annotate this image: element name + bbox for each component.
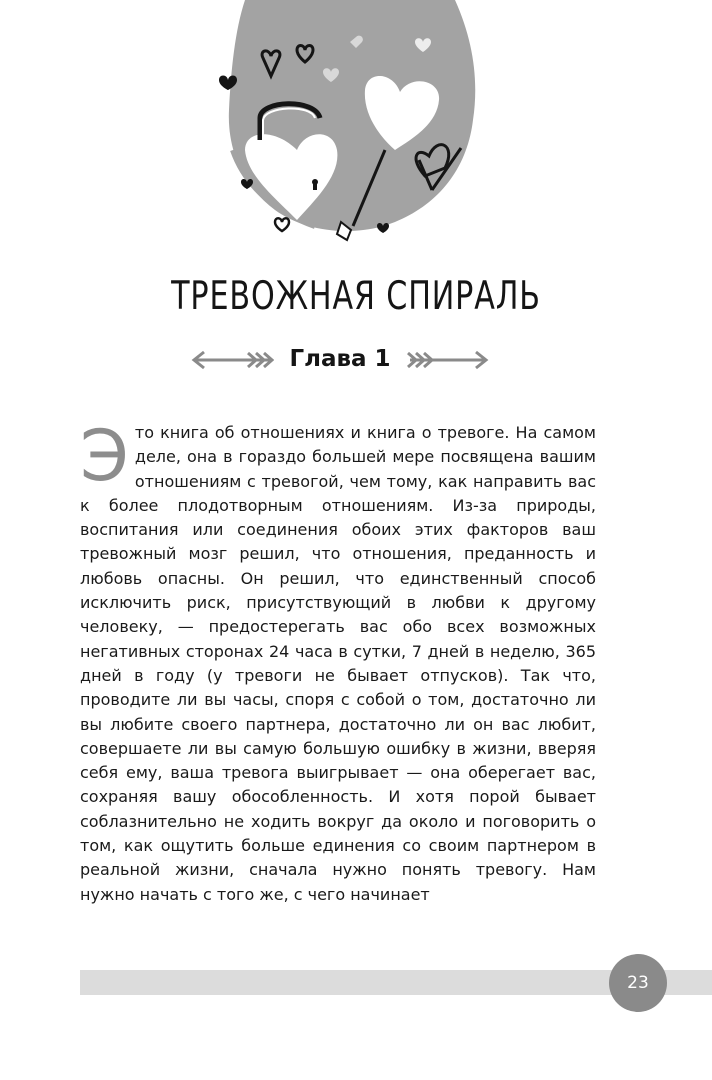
arrow-left-icon <box>190 348 274 372</box>
chapter-heading <box>190 340 490 380</box>
arrow-right-icon <box>406 348 490 372</box>
hearts-key-illustration <box>205 0 495 260</box>
body-text: то книга об отношениях и книга о тревоге. На самом деле, она в гораздо большей мере посвящена вашим отношениям с тревогой, чем тому, как направить вас к более плодотворным отношениям. Из-за природы, воспитания или соединения обоих этих факторов ваш тревожный мозг решил, что отношения, преданность и любовь опасны. Он решил, что единственный способ исключить риск, присутствующий в любви к другому человеку, — предостерегать вас обо всех возможных негативных сторонах 24 часа в сутки, 7 дней в неделю, 365 дней в году (у тревоги не бывает отпусков). Так что, проводите ли вы часы, споря с собой о том, достаточно ли вы любите своего партнера, достаточно ли он вас любит, совершаете ли вы самую большую ошибку в жизни, вверяя себя ему, ваша тревога выигрывает — она оберегает вас, сохраняя вашу обособленность. И хотя порой бывает соблазнительно не ходить вокруг да около и поговорить о том, как ощутить больше единения со своим партнером в реальной жизни, сначала нужно понять тревогу. Нам нужно начать с того же, с чего начинает <box>80 423 596 904</box>
drop-cap: Э <box>80 415 129 497</box>
page-number: 23 <box>609 954 667 1012</box>
chapter-title: ТРЕВОЖНАЯ СПИРАЛЬ <box>171 274 541 319</box>
chapter-label: Глава 1 <box>289 346 391 372</box>
body-paragraph <box>80 415 596 907</box>
